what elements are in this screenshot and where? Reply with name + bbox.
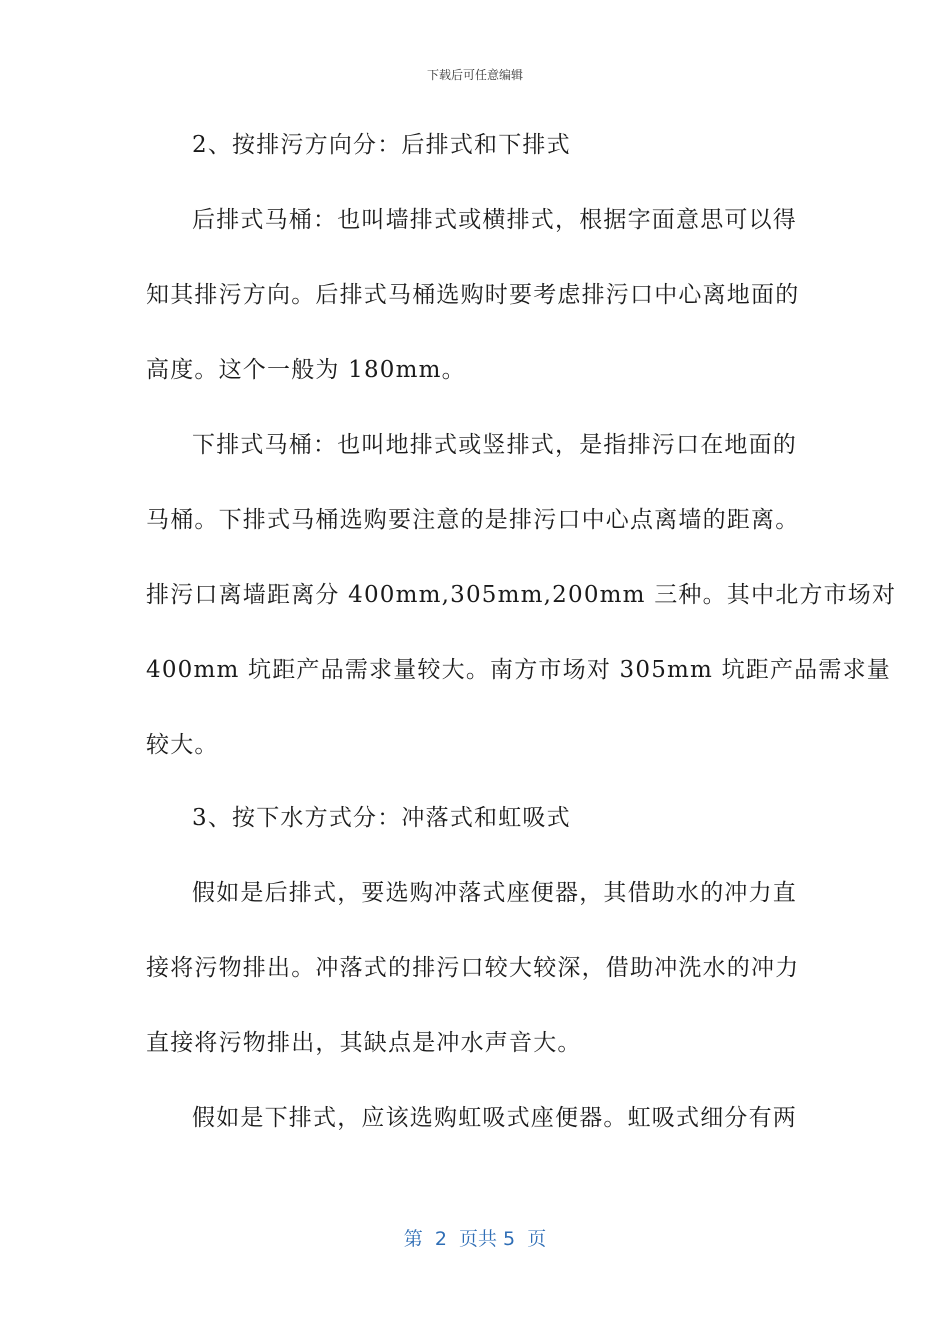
paragraph-line: 较大。 [146, 732, 219, 758]
paragraph-line: 接将污物排出。冲落式的排污口较大较深，借助冲洗水的冲力 [146, 955, 800, 981]
paragraph-line: 知其排污方向。后排式马桶选购时要考虑排污口中心离地面的 [146, 282, 800, 308]
page-number-footer: 第 2 页共 5 页 [403, 1228, 547, 1250]
page-header: 下载后可任意编辑 [426, 68, 523, 82]
section-heading-3: 3、按下水方式分：冲落式和虹吸式 [192, 805, 571, 831]
paragraph-line: 假如是后排式，要选购冲落式座便器，其借助水的冲力直 [192, 880, 797, 906]
paragraph-line: 高度。这个一般为 180mm。 [146, 357, 466, 383]
section-heading-2: 2、按排污方向分：后排式和下排式 [192, 132, 571, 158]
paragraph-line: 马桶。下排式马桶选购要注意的是排污口中心点离墙的距离。 [146, 507, 800, 533]
paragraph-line: 后排式马桶：也叫墙排式或横排式，根据字面意思可以得 [192, 207, 797, 233]
paragraph-line: 排污口离墙距离分 400mm,305mm,200mm 三种。其中北方市场对 [146, 582, 897, 608]
paragraph-line: 下排式马桶：也叫地排式或竖排式，是指排污口在地面的 [192, 432, 797, 458]
paragraph-line: 直接将污物排出，其缺点是冲水声音大。 [146, 1030, 582, 1056]
paragraph-line: 假如是下排式，应该选购虹吸式座便器。虹吸式细分有两 [192, 1105, 797, 1131]
paragraph-line: 400mm 坑距产品需求量较大。南方市场对 305mm 坑距产品需求量 [146, 657, 891, 683]
